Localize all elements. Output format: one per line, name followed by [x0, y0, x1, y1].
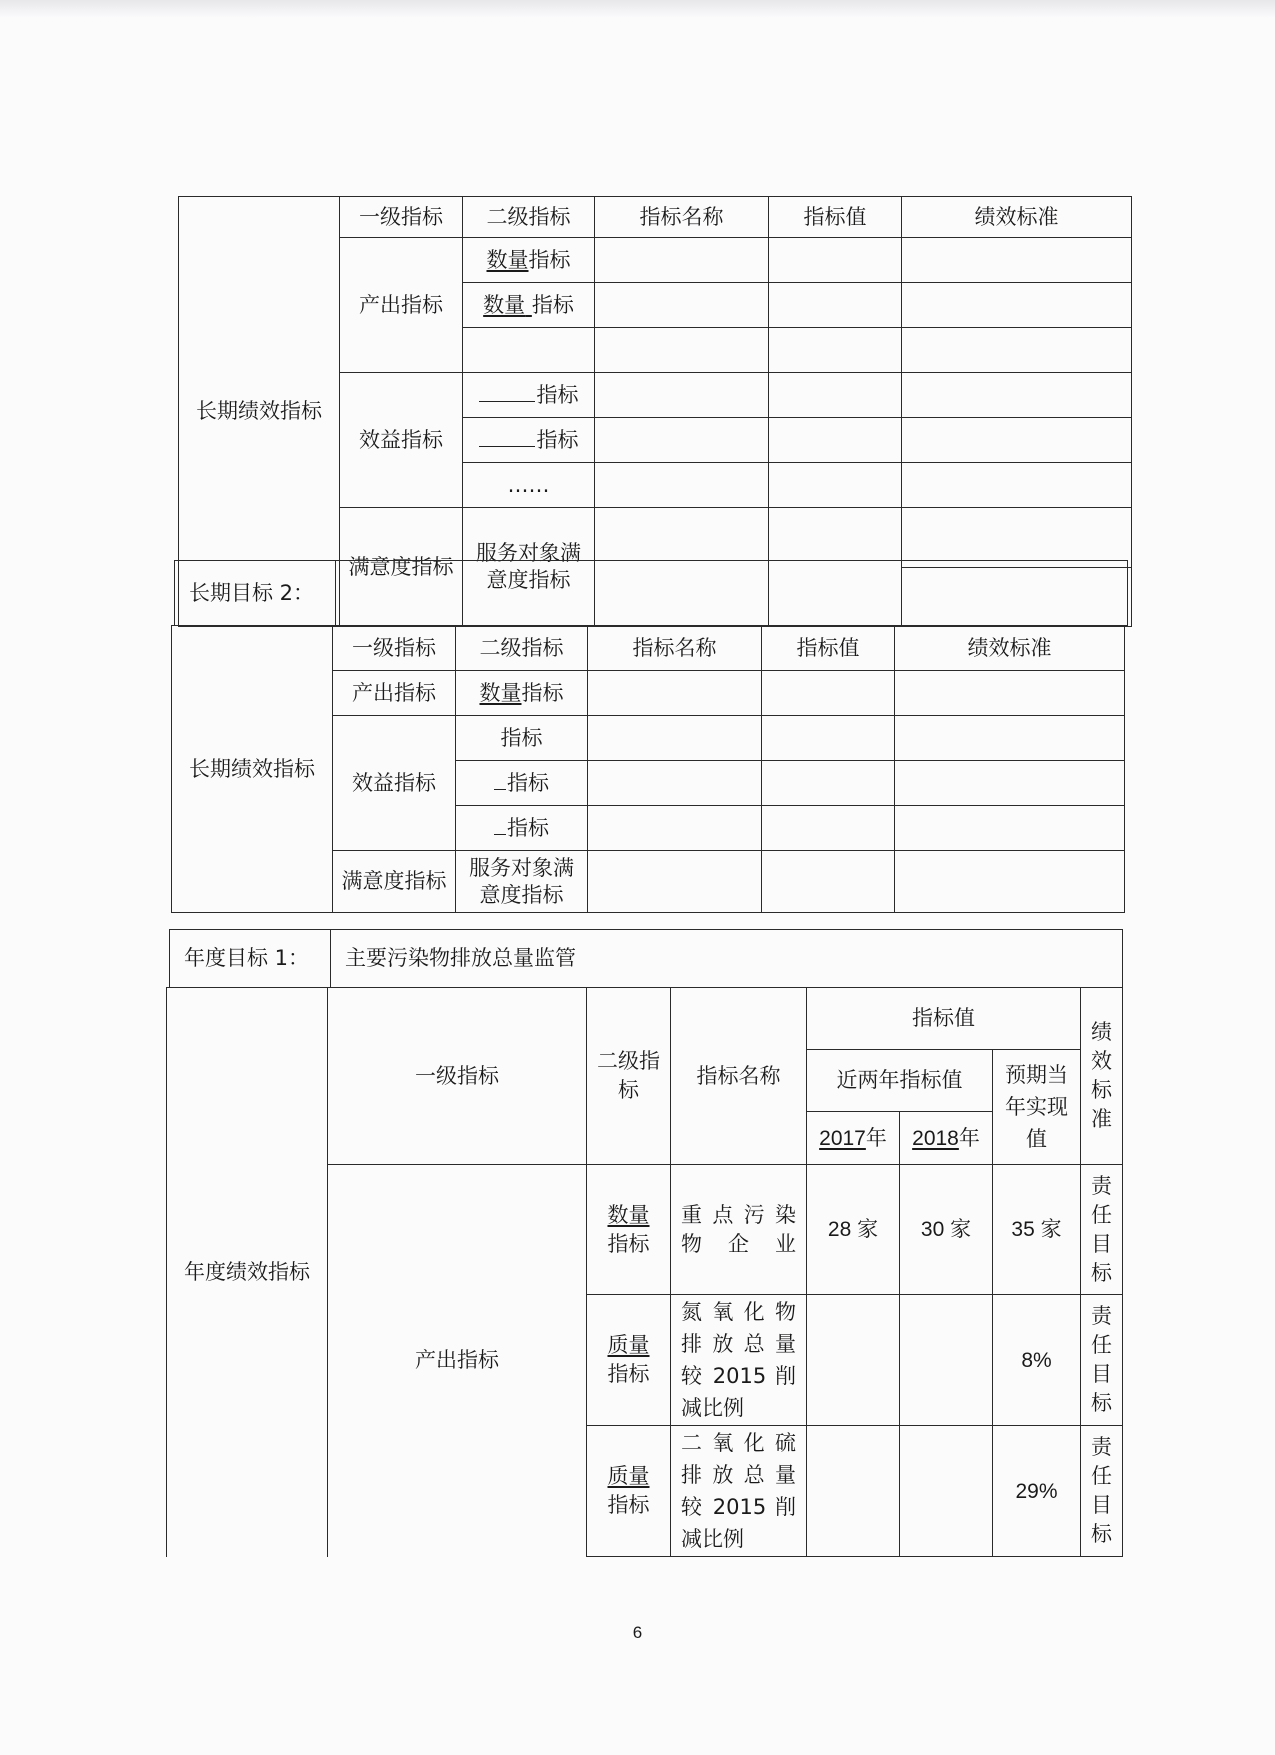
cell	[588, 806, 762, 851]
annual-goal-1-row	[169, 929, 1123, 988]
cell	[769, 463, 902, 508]
cell	[595, 418, 769, 463]
output-row-l2: 数量指标	[456, 671, 588, 716]
long-term-indicator-table-2	[171, 625, 1125, 913]
row-3-2018	[900, 1426, 993, 1557]
row-2-expected: 8%	[993, 1295, 1081, 1426]
benefit-row-1-l2: 指标	[456, 716, 588, 761]
cell	[595, 463, 769, 508]
row-2-level2: 质量 指标	[587, 1295, 671, 1426]
header-value: 指标值	[807, 988, 1081, 1050]
benefit-row-1-l2: 指标	[463, 373, 595, 418]
section-label: 长期绩效指标	[172, 626, 333, 913]
header-year-2017: 2017年	[807, 1112, 900, 1165]
header-level1: 一级指标	[340, 197, 463, 238]
row-1-standard: 责 任 目 标	[1081, 1165, 1123, 1295]
header-name: 指标名称	[671, 988, 807, 1165]
header-level2: 二级指标	[463, 197, 595, 238]
cell	[895, 716, 1125, 761]
cell	[588, 851, 762, 913]
cell	[895, 851, 1125, 913]
long-term-goal-2-row	[174, 560, 1128, 626]
cell	[769, 238, 902, 283]
benefit-row-2-l2: 指标	[463, 418, 595, 463]
cell	[588, 761, 762, 806]
header-value: 指标值	[769, 197, 902, 238]
output-row-2-l2: 数量 指标	[463, 283, 595, 328]
section-label: 长期绩效指标	[179, 197, 340, 627]
cell	[769, 418, 902, 463]
cell	[769, 283, 902, 328]
header-name: 指标名称	[588, 626, 762, 671]
satisfaction-l2: 服务对象满 意度指标	[463, 508, 595, 627]
benefit-indicator-label: 效益指标	[340, 373, 463, 508]
output-row-1-l2: 数量指标	[463, 238, 595, 283]
page-number: 6	[632, 1623, 643, 1642]
cell	[769, 373, 902, 418]
header-name: 指标名称	[595, 197, 769, 238]
cell	[902, 328, 1132, 373]
annual-indicator-table	[166, 987, 1123, 1557]
row-3-level2: 质量 指标	[587, 1426, 671, 1557]
cell	[588, 671, 762, 716]
header-year-2018: 2018年	[900, 1112, 993, 1165]
cell	[588, 716, 762, 761]
row-1-2018: 30 家	[900, 1165, 993, 1295]
output-row-3-l2	[463, 328, 595, 373]
header-recent-two-years: 近两年指标值	[807, 1050, 993, 1112]
satisfaction-indicator-label: 满意度指标	[333, 851, 456, 913]
header-standard: 绩效标准	[902, 197, 1132, 238]
row-1-level2: 数量 指标	[587, 1165, 671, 1295]
output-indicator-label: 产出指标	[333, 671, 456, 716]
scan-edge	[0, 0, 1275, 18]
header-value: 指标值	[762, 626, 895, 671]
cell	[895, 671, 1125, 716]
header-standard: 绩效标准	[895, 626, 1125, 671]
benefit-indicator-label: 效益指标	[333, 716, 456, 851]
benefit-row-2-l2: 指标	[456, 761, 588, 806]
benefit-row-3-l2: 指标	[456, 806, 588, 851]
row-3-expected: 29%	[993, 1426, 1081, 1557]
cell	[902, 508, 1132, 568]
cell	[595, 328, 769, 373]
header-standard: 绩效 标准	[1081, 988, 1123, 1165]
cell	[595, 373, 769, 418]
header-level1: 一级指标	[328, 988, 587, 1165]
row-3-name: 二氧化硫 排放总量 较 2015 削 减比例	[671, 1426, 807, 1557]
cell	[895, 761, 1125, 806]
row-2-standard: 责 任 目 标	[1081, 1295, 1123, 1426]
header-level1: 一级指标	[333, 626, 456, 671]
row-1-expected: 35 家	[993, 1165, 1081, 1295]
cell	[902, 283, 1132, 328]
cell	[902, 373, 1132, 418]
output-indicator-label: 产出指标	[340, 238, 463, 373]
row-3-standard: 责 任 目 标	[1081, 1426, 1123, 1557]
satisfaction-indicator-label: 满意度指标	[340, 508, 463, 627]
cell	[762, 851, 895, 913]
annual-goal-1-value: 主要污染物排放总量监管	[331, 930, 1123, 988]
cell	[762, 806, 895, 851]
header-level2: 二级指 标	[587, 988, 671, 1165]
cell	[769, 328, 902, 373]
row-2-2017	[807, 1295, 900, 1426]
long-term-goal-2-value	[336, 561, 1128, 626]
annual-goal-1-label: 年度目标 1：	[170, 930, 331, 988]
row-1-name: 重点污染 物企业	[671, 1165, 807, 1295]
satisfaction-l2: 服务对象满 意度指标	[456, 851, 588, 913]
cell	[902, 238, 1132, 283]
cell	[762, 716, 895, 761]
cell	[762, 671, 895, 716]
cell	[762, 761, 895, 806]
cell	[902, 418, 1132, 463]
header-expected: 预期当 年实现 值	[993, 1050, 1081, 1165]
section-label: 年度绩效指标	[167, 988, 328, 1557]
row-1-2017: 28 家	[807, 1165, 900, 1295]
row-3-2017	[807, 1426, 900, 1557]
header-level2: 二级指标	[456, 626, 588, 671]
long-term-goal-2-label: 长期目标 2：	[175, 561, 336, 626]
cell	[902, 463, 1132, 508]
output-indicator-label: 产出指标	[328, 1165, 587, 1557]
cell	[595, 283, 769, 328]
benefit-row-3-l2: ……	[463, 463, 595, 508]
cell	[895, 806, 1125, 851]
cell	[595, 238, 769, 283]
row-2-2018	[900, 1295, 993, 1426]
row-2-name: 氮氧化物 排放总量 较 2015 削 减比例	[671, 1295, 807, 1426]
